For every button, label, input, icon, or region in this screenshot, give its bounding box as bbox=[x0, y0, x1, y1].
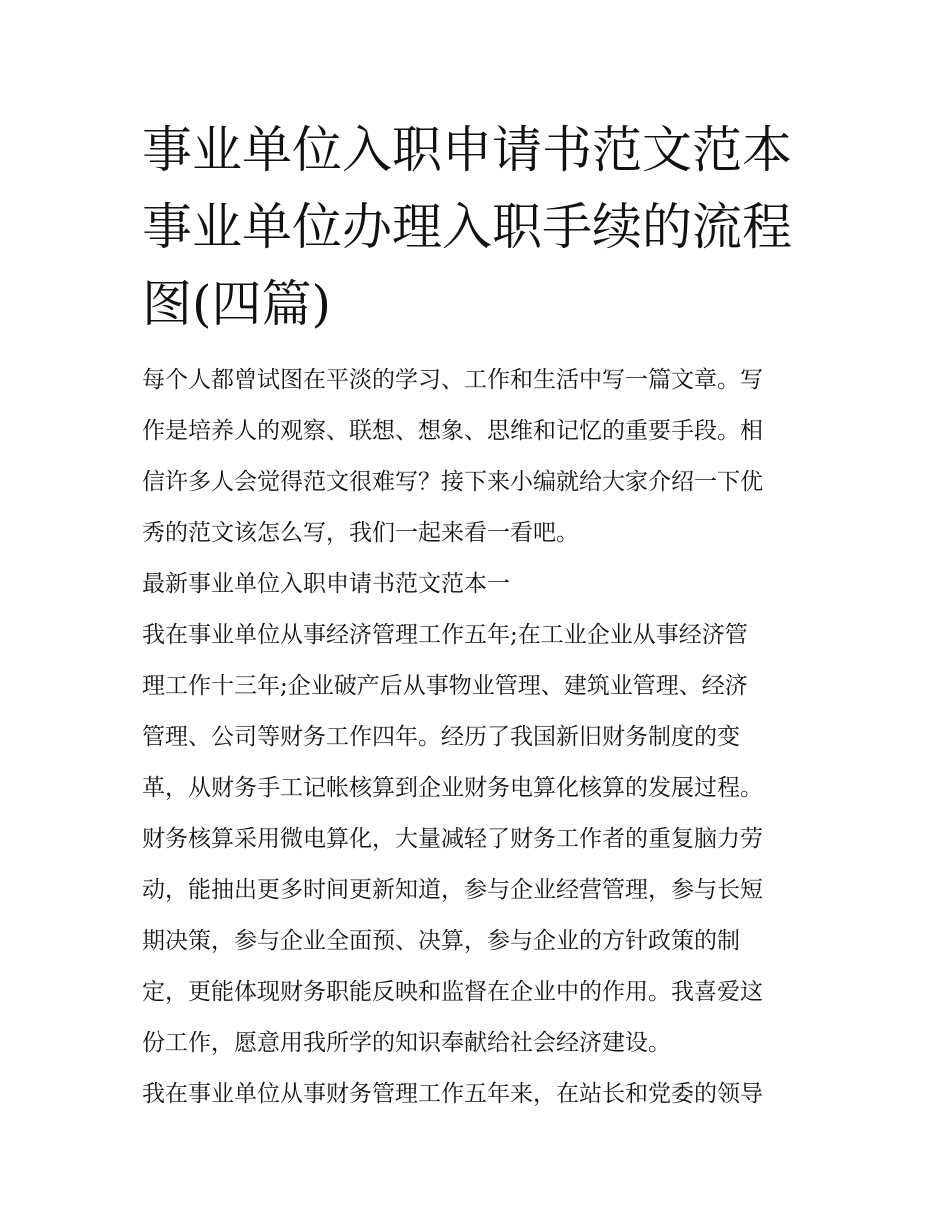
body-line: 管理、公司等财务工作四年。经历了我国新旧财务制度的变 bbox=[142, 724, 740, 750]
body-line: 动，能抽出更多时间更新知道，参与企业经营管理，参与长短 bbox=[142, 877, 763, 903]
intro-line: 信许多人会觉得范文很难写？接下来小编就给大家介绍一下优 bbox=[142, 469, 763, 495]
intro-paragraph bbox=[142, 355, 814, 559]
title-line-2: 事业单位办理入职手续的流程 bbox=[142, 198, 792, 256]
intro-line: 秀的范文该怎么写，我们一起来看一看吧。 bbox=[142, 520, 579, 546]
body-line: 革，从财务手工记帐核算到企业财务电算化核算的发展过程。 bbox=[142, 775, 763, 801]
body-paragraph-1 bbox=[142, 610, 814, 1069]
section-heading: 最新事业单位入职申请书范文范本一 bbox=[142, 571, 510, 597]
body-line: 理工作十三年;企业破产后从事物业管理、建筑业管理、经济 bbox=[142, 673, 748, 699]
body-line: 我在事业单位从事经济管理工作五年;在工业企业从事经济管 bbox=[142, 622, 748, 648]
title-line-1: 事业单位入职申请书范文范本 bbox=[142, 121, 792, 179]
body-line: 份工作，愿意用我所学的知识奉献给社会经济建设。 bbox=[142, 1030, 671, 1056]
intro-line: 作是培养人的观察、联想、想象、思维和记忆的重要手段。相 bbox=[142, 418, 763, 444]
intro-line: 每个人都曾试图在平淡的学习、工作和生活中写一篇文章。写 bbox=[142, 367, 763, 393]
title-line-3: 图(四篇) bbox=[142, 275, 332, 333]
body-line: 我在事业单位从事财务管理工作五年来，在站长和党委的领导 bbox=[142, 1081, 763, 1107]
body-line: 期决策，参与企业全面预、决算，参与企业的方针政策的制 bbox=[142, 928, 740, 954]
document-title bbox=[142, 112, 814, 343]
body-paragraph-2 bbox=[142, 1069, 814, 1120]
body-line: 定，更能体现财务职能反映和监督在企业中的作用。我喜爱这 bbox=[142, 979, 763, 1005]
body-line: 财务核算采用微电算化，大量减轻了财务工作者的重复脑力劳 bbox=[142, 826, 763, 852]
document-content bbox=[142, 112, 814, 1120]
